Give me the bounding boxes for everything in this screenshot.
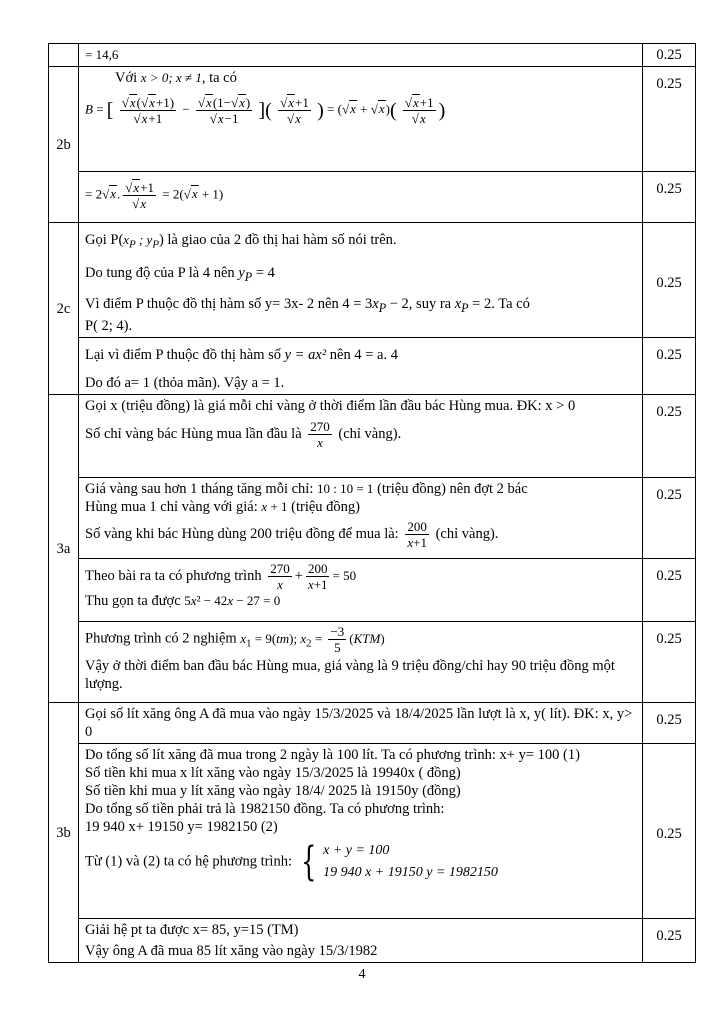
score-cell: 0.25 (643, 559, 696, 622)
row-label (49, 44, 79, 67)
table-row (49, 172, 696, 223)
score-cell: 0.25 (643, 703, 696, 744)
page-number: 4 (358, 967, 366, 982)
answer-table (48, 43, 696, 963)
text: (chỉ vàng). (338, 426, 402, 443)
score-cell: 0.25 (643, 478, 696, 559)
text: Do tổng số tiền phải trả là 1982150 đồng. Ta có phương trình: (85, 801, 445, 818)
table-row (49, 395, 696, 478)
row-label: 3b (49, 703, 79, 963)
equation: x + y = 100 (323, 843, 390, 859)
formula-B: B = [ $\frac{√x(√x+1)}{√x+1}$ − $\frac{√x(1-√x)}{√x-1}$ ]( $\frac{√x+1}{√x}$ ) = (√x + √x)( $\frac{√x+1}{√x}$ ) (85, 95, 446, 126)
text: Giá vàng sau hơn 1 tháng tăng mỗi chỉ: (85, 481, 314, 498)
equation-system: { x + y = 100 19 940 x + 19150 y = 1982150 (300, 839, 498, 886)
text: Với (115, 70, 138, 86)
score-cell: 0.25 (643, 67, 696, 172)
table-row (49, 744, 696, 919)
score-cell: 0.25 (643, 919, 696, 963)
text: Hùng mua 1 chỉ vàng với giá: (85, 499, 258, 516)
text: Số tiền khi mua x lít xăng vào ngày 15/3/2025 là 19940x ( đồng) (85, 765, 461, 782)
content-cell (79, 919, 643, 963)
text: Lại vì điểm P thuộc đồ thị hàm số (85, 347, 281, 364)
text: Vậy ông A đã mua 85 lít xăng vào ngày 15/3/1982 (85, 943, 378, 960)
text: (triệu đồng) (291, 499, 361, 516)
text: Giải hệ pt ta được x= 85, y=15 (TM) (85, 922, 299, 939)
text: Vậy ở thời điểm ban đầu bác Hùng mua, giá vàng là 9 triệu đồng/chỉ hay 90 triệu đồng một lượng. (85, 658, 615, 693)
text: Theo bài ra ta có phương trình (85, 568, 262, 585)
table-row (49, 223, 696, 338)
text: Số tiền khi mua y lít xăng vào ngày 18/4/ 2025 là 19150y (đồng) (85, 783, 461, 800)
text: Gọi x (triệu đồng) là giá mỗi chỉ vàng ở thời điểm lần đầu bác Hùng mua. ĐK: x > 0 (85, 398, 576, 415)
score-cell: 0.25 (643, 338, 696, 395)
content-cell (79, 744, 643, 919)
content-cell (79, 172, 643, 223)
row-label: 2c (49, 223, 79, 395)
score-cell: 0.25 (643, 172, 696, 223)
table-row (49, 67, 696, 172)
text: Gọi số lít xăng ông A đã mua vào ngày 15/3/2025 và 18/4/2025 lần lượt là x, y( lít). ĐK: x, y> 0 (85, 706, 633, 741)
content-cell: Giá vàng sau hơn 1 tháng tăng mỗi chỉ: 10 : 10 = 1 (triệu đồng) nên đợt 2 bác Hùng mua 1 chỉ vàng với giá: x + 1 (triệu đồng) Số vàng khi bác Hùng dùng 200 triệu đồng để mua là: $\frac{200}{x+1}$ (chỉ vàng). (79, 478, 643, 559)
table-row (49, 338, 696, 395)
content-cell (79, 67, 643, 172)
condition: x > 0; x ≠ 1 (140, 70, 202, 85)
text: Gọi P (85, 232, 119, 248)
text: (triệu đồng) nên đợt 2 bác (377, 481, 528, 498)
content-cell: Theo bài ra ta có phương trình $\frac{270}{x}$ + $\frac{200}{x+1}$ = 50 Thu gọn ta được 5x² − 42x − 27 = 0 (79, 559, 643, 622)
text: là giao của 2 đồ thị hai hàm số nói trên. (167, 232, 397, 248)
text: P( 2; 4). (85, 318, 133, 335)
table-row (49, 622, 696, 703)
table-row (49, 919, 696, 963)
score-cell: 0.25 (643, 622, 696, 703)
text: Do tổng số lít xăng đã mua trong 2 ngày là 100 lít. Ta có phương trình: x+ y= 100 (1) (85, 747, 580, 764)
text: . Ta có (491, 296, 530, 313)
table-row (49, 44, 696, 67)
text: Số vàng khi bác Hùng dùng 200 triệu đồng để mua là: (85, 526, 399, 543)
text: Phương trình có 2 nghiệm (85, 630, 237, 647)
equation: 19 940 x + 19150 y = 1982150 (323, 865, 498, 881)
score-cell: 0.25 (643, 744, 696, 919)
math: $y_P$ (238, 264, 253, 284)
content-cell: Phương trình có 2 nghiệm $x_1 = 9(tm)$; $x_2$ = $\frac{-3}{5}$ (KTM) Vậy ở thời điểm ban đầu bác Hùng mua, giá vàng là 9 triệu đồng/chỉ hay 90 triệu đồng một lượng. (79, 622, 643, 703)
text: Thu gọn ta được (85, 593, 181, 610)
content-cell: Gọi $P(x_P$ ; $y_P$) là giao của 2 đồ thị hai hàm số nói trên. Do tung độ của P là 4 nên $y_P = 4$ Vì điểm P thuộc đồ thị hàm số y= 3x- 2 nên $4 = 3x_P - 2$, suy ra $x_P = 2$. Ta có P( 2; 4). (79, 223, 643, 338)
text: Số chỉ vàng bác Hùng mua lần đầu là (85, 426, 302, 443)
table-row (49, 703, 696, 744)
math: $x_P$ ; $y_P$ (123, 232, 159, 251)
score-cell: 0.25 (643, 223, 696, 338)
text: (chỉ vàng). (435, 526, 499, 543)
score-cell: 0.25 (643, 44, 696, 67)
content-cell: Gọi x (triệu đồng) là giá mỗi chỉ vàng ở thời điểm lần đầu bác Hùng mua. ĐK: x > 0 Số chỉ vàng bác Hùng mua lần đầu là $\frac{270}{x}$ (chỉ vàng). (79, 395, 643, 478)
text: Vì điểm P thuộc đồ thị hàm số y= 3x- 2 nên (85, 296, 339, 313)
text: Từ (1) và (2) ta có hệ phương trình: (85, 853, 292, 870)
table-row (49, 478, 696, 559)
content-cell (79, 44, 643, 67)
content-cell: Lại vì điểm P thuộc đồ thị hàm số y = ax² nên 4 = a. 4 Do đó a= 1 (thỏa mãn). Vậy a = 1. (79, 338, 643, 395)
content-cell (79, 703, 643, 744)
row-label: 2b (49, 67, 79, 223)
text: , suy ra (408, 296, 452, 313)
text: Do đó a= 1 (thỏa mãn). Vậy a = 1. (85, 375, 285, 392)
text: nên 4 = a. 4 (329, 347, 398, 364)
value-text: = 14,6 (85, 47, 119, 62)
score-cell: 0.25 (643, 395, 696, 478)
formula-line: = 2√x. $\frac{√x+1}{√x}$ = 2(√x + 1) (85, 180, 224, 211)
text: Do tung độ của P là 4 nên (85, 264, 235, 281)
table-row (49, 559, 696, 622)
row-label: 3a (49, 395, 79, 703)
text: 19 940 x+ 19150 y= 1982150 (2) (85, 819, 278, 836)
text: , ta có (201, 70, 237, 86)
